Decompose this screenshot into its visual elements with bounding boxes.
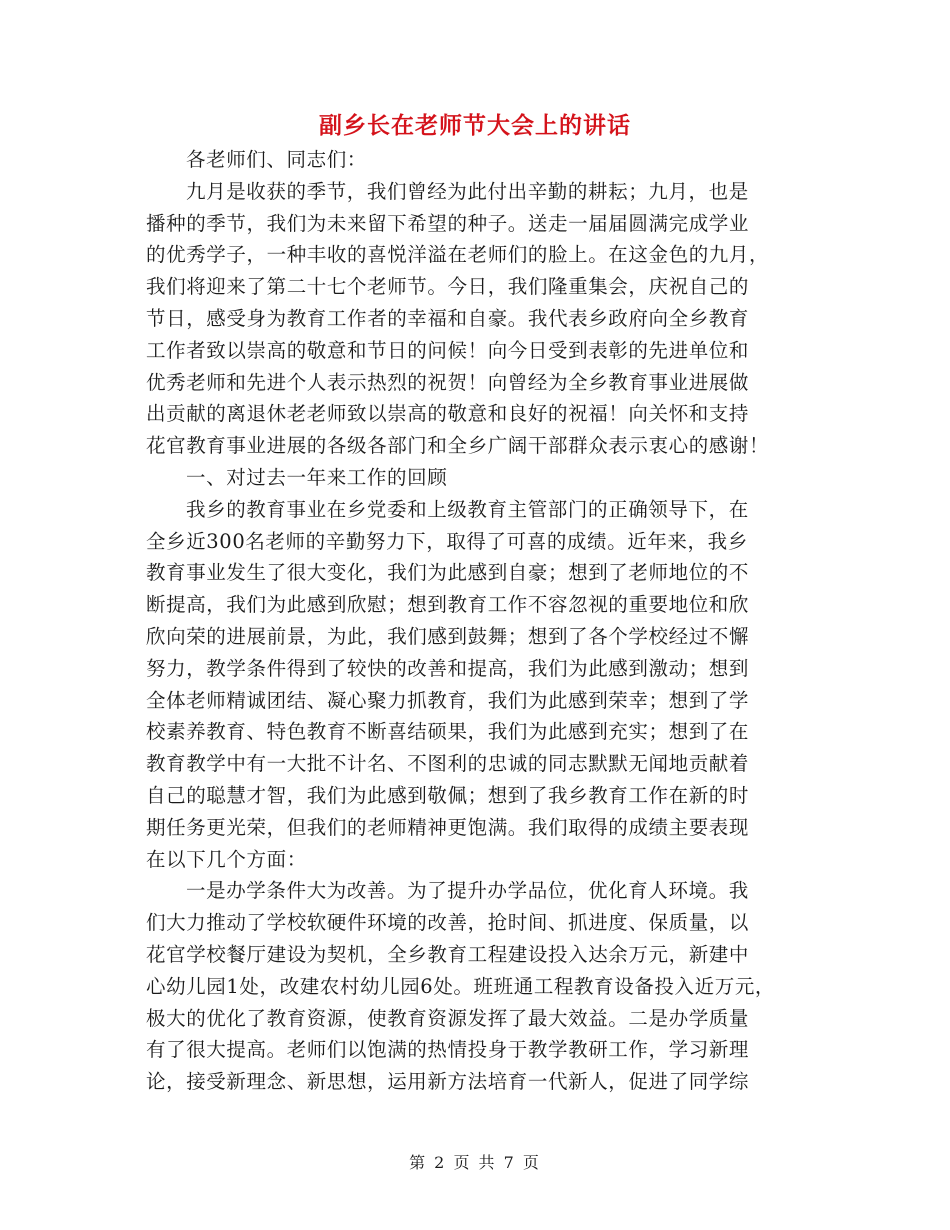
paragraph-line: 自己的聪慧才智，我们为此感到敬佩；想到了我乡教育工作在新的时: [146, 783, 750, 807]
paragraph-line: 工作者致以崇高的敬意和节日的问候！向今日受到表彰的先进单位和: [146, 338, 750, 362]
salutation-line: 各老师们、同志们：: [186, 148, 367, 171]
paragraph-line: 教育事业发生了很大变化，我们为此感到自豪；想到了老师地位的不: [146, 561, 750, 585]
paragraph-line: 全乡近300名老师的辛勤努力下，取得了可喜的成绩。近年来，我乡: [146, 529, 748, 553]
document-title: 副乡长在老师节大会上的讲话: [319, 112, 631, 139]
section-heading: 一、对过去一年来工作的回顾: [186, 465, 448, 489]
paragraph-line: 优秀老师和先进个人表示热烈的祝贺！向曾经为全乡教育事业进展做: [146, 370, 750, 394]
paragraph-line: 极大的优化了教育资源，使教育资源发挥了最大效益。二是办学质量: [146, 1006, 750, 1030]
paragraph-line: 九月是收获的季节，我们曾经为此付出辛勤的耕耘；九月，也是: [186, 179, 749, 203]
paragraph-line: 播种的季节，我们为未来留下希望的种子。送走一届届圆满完成学业: [146, 211, 750, 235]
paragraph-line: 论，接受新理念、新思想，运用新方法培育一代新人，促进了同学综: [146, 1070, 750, 1094]
paragraph-line: 们大力推动了学校软硬件环境的改善，抢时间、抓进度、保质量，以: [146, 911, 750, 935]
paragraph-line: 节日，感受身为教育工作者的幸福和自豪。我代表乡政府向全乡教育: [146, 306, 750, 330]
paragraph-line: 花官学校餐厅建设为契机，全乡教育工程建设投入达余万元，新建中: [146, 942, 750, 966]
paragraph-line: 出贡献的离退休老老师致以崇高的敬意和良好的祝福！向关怀和支持: [146, 402, 750, 426]
paragraph-line: 的优秀学子，一种丰收的喜悦洋溢在老师们的脸上。在这金色的九月，: [146, 243, 770, 267]
paragraph-line: 一是办学条件大为改善。为了提升办学品位，优化育人环境。我: [186, 879, 749, 903]
document-body: [146, 144, 826, 1098]
paragraph-line: 我乡的教育事业在乡党委和上级教育主管部门的正确领导下，在: [186, 497, 749, 521]
paragraph-line: 教育教学中有一大批不计名、不图利的忠诚的同志默默无闻地贡献着: [146, 752, 750, 776]
paragraph-line: 期任务更光荣，但我们的老师精神更饱满。我们取得的成绩主要表现: [146, 815, 750, 839]
page-number-footer: 第 2 页 共 7 页: [409, 1153, 541, 1172]
paragraph-line: 努力，教学条件得到了较快的改善和提高，我们为此感到激动；想到: [146, 656, 750, 680]
paragraph-line: 断提高，我们为此感到欣慰；想到教育工作不容忽视的重要地位和欣: [146, 593, 750, 617]
paragraph-line: 花官教育事业进展的各级各部门和全乡广阔干部群众表示衷心的感谢！: [146, 434, 770, 458]
paragraph-line: 有了很大提高。老师们以饱满的热情投身于教学教研工作，学习新理: [146, 1038, 750, 1062]
paragraph-line: 全体老师精诚团结、凝心聚力抓教育，我们为此感到荣幸；想到了学: [146, 688, 750, 712]
paragraph-line: 欣向荣的进展前景，为此，我们感到鼓舞；想到了各个学校经过不懈: [146, 624, 750, 648]
paragraph-line: 心幼儿园1处，改建农村幼儿园6处。班班通工程教育设备投入近万元，: [146, 974, 776, 998]
paragraph-line: 校素养教育、特色教育不断喜结硕果，我们为此感到充实；想到了在: [146, 720, 750, 744]
paragraph-line: 我们将迎来了第二十七个老师节。今日，我们隆重集会，庆祝自己的: [146, 275, 750, 299]
paragraph-line: 在以下几个方面：: [146, 847, 307, 871]
